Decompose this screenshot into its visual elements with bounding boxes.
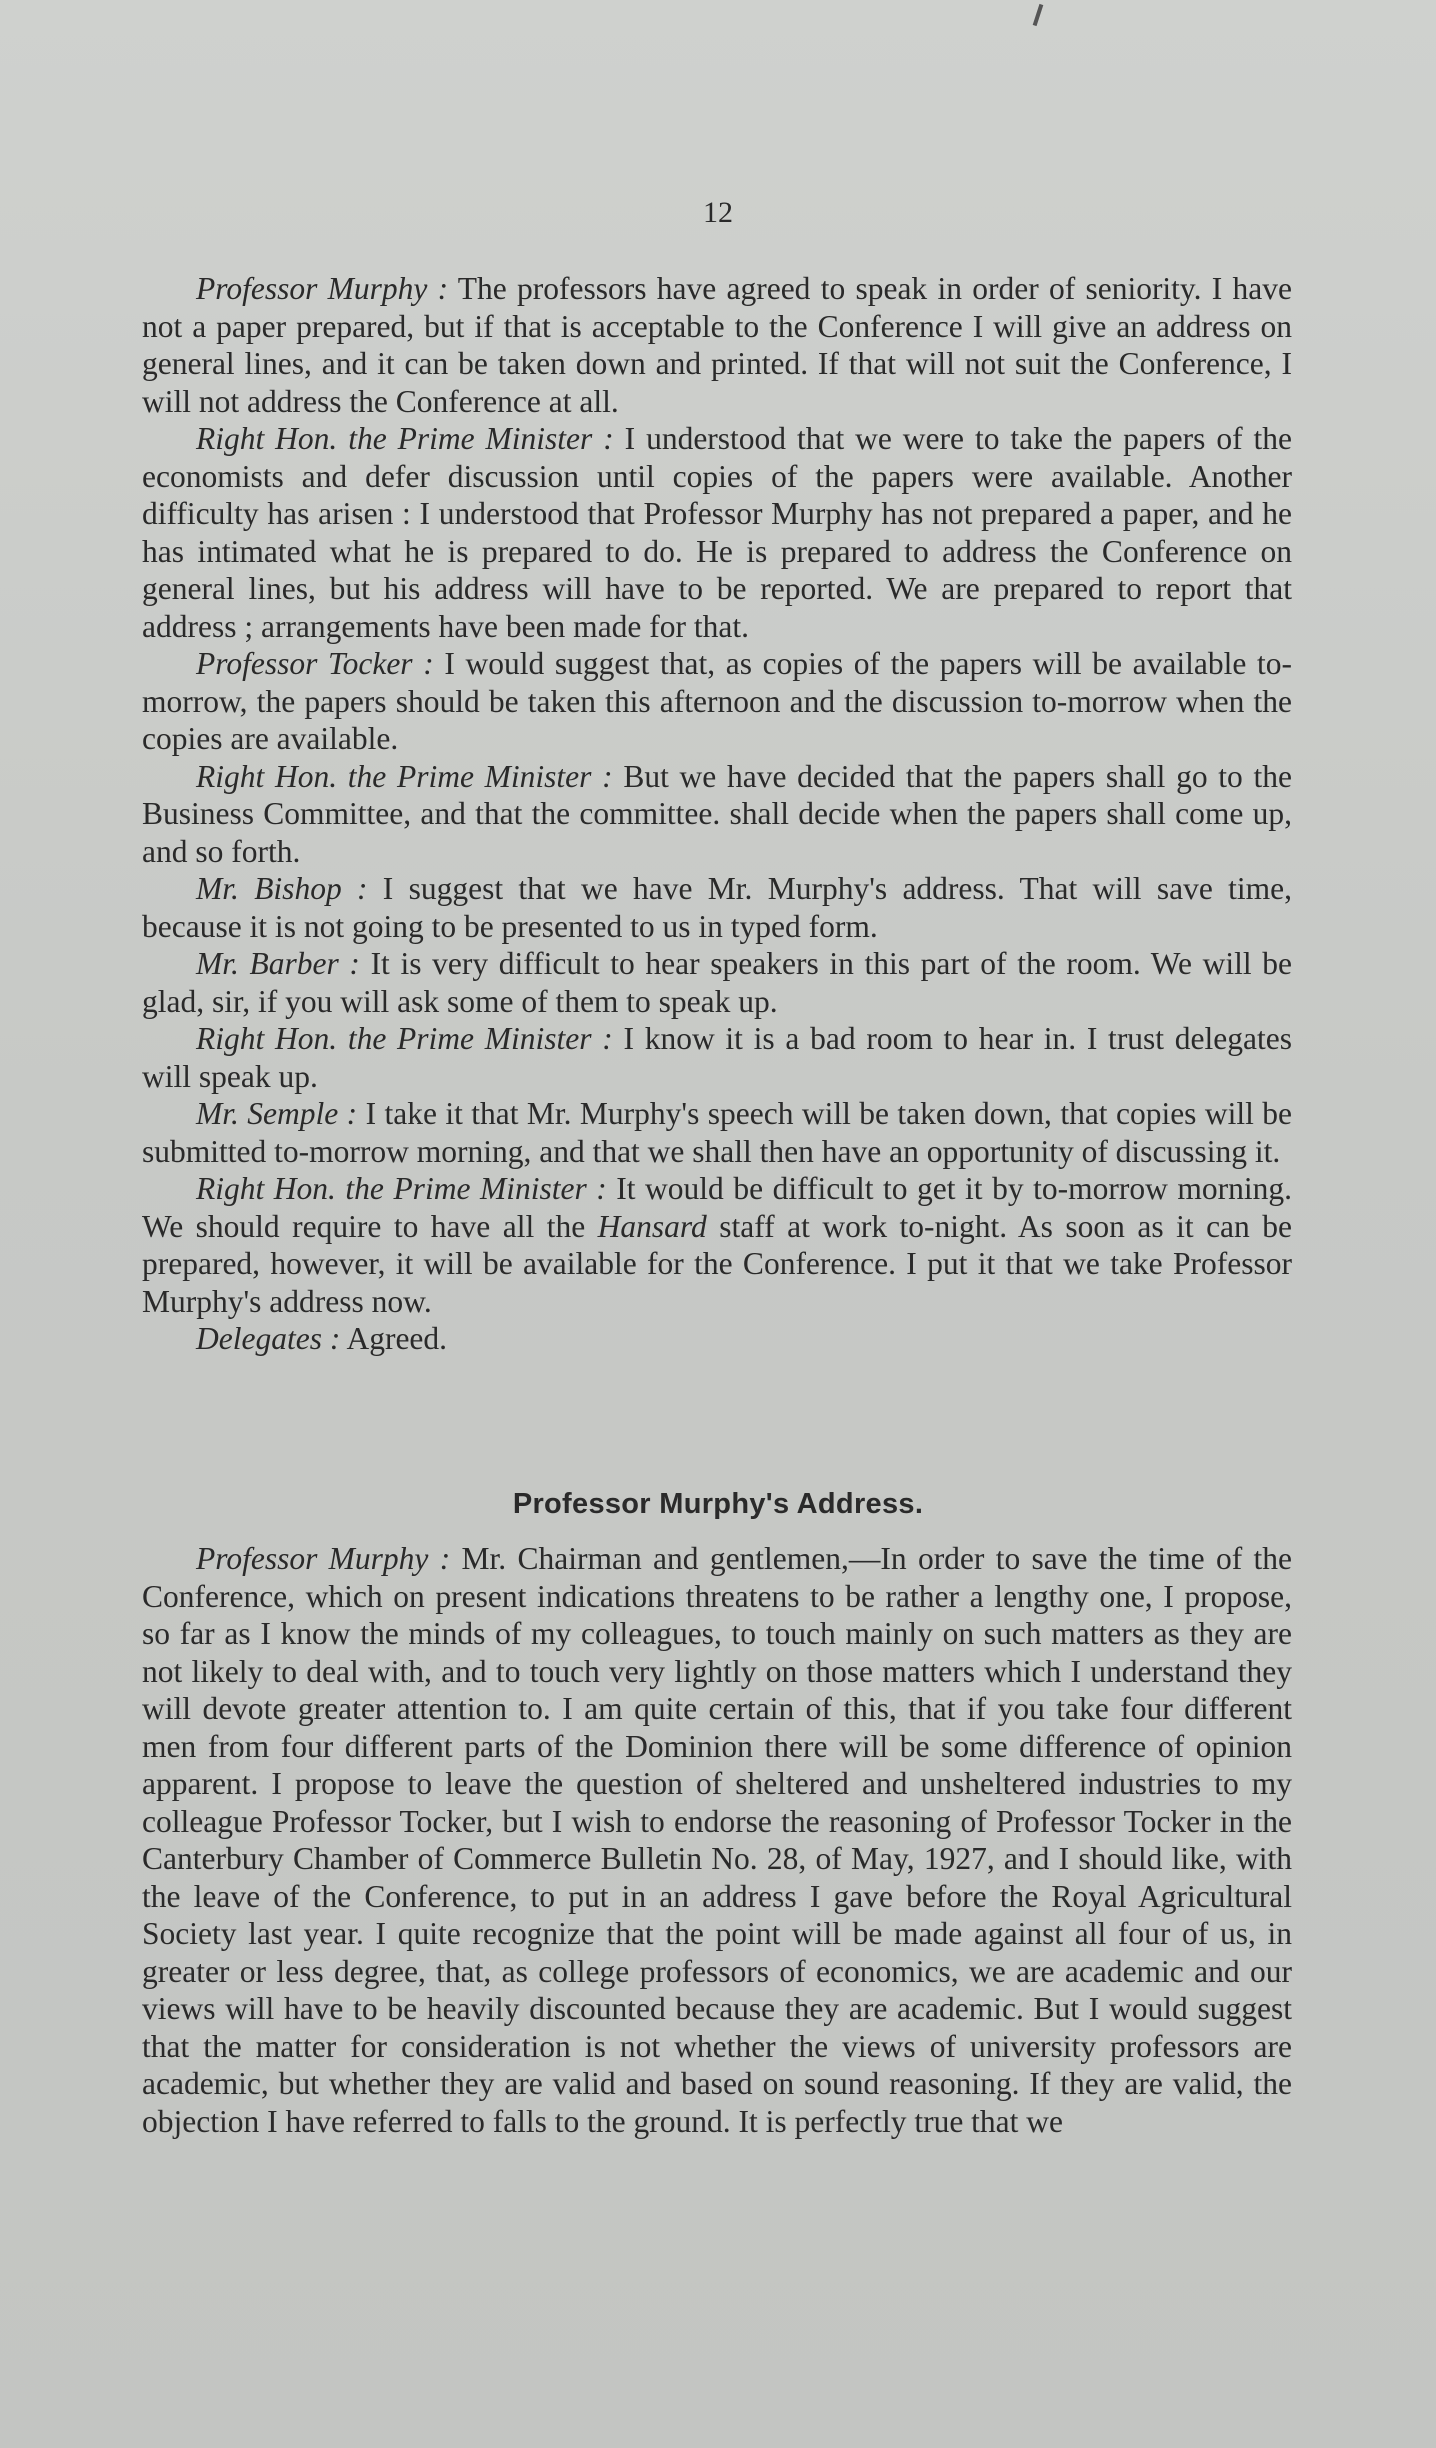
paragraph xyxy=(142,1020,1292,1095)
speaker-name: Right Hon. the Prime Minister : xyxy=(196,421,614,456)
paragraph-text: I take it that Mr. Murphy's speech will be taken down, that copies will be submitted to-morrow morning, and that we shall then have an opportunity of discussing it. xyxy=(142,1096,1292,1169)
paragraph-text: I suggest that we have Mr. Murphy's address. That will save time, because it is not going to be presented to us in typed form. xyxy=(142,871,1293,944)
speaker-name: Professor Tocker : xyxy=(196,646,434,681)
paragraph xyxy=(142,1320,1292,1358)
paragraph xyxy=(142,270,1292,420)
speaker-name: Right Hon. the Prime Minister : xyxy=(196,758,613,794)
paragraph-text: I understood that we were to take the papers of the economists and defer discussion until copies of the papers were available. Another difficulty has arisen : I understood that Professor Murphy has not prepared a paper, and he has intimated what he is prepared to do. He is prepared to address the Conference on general lines, but his address will have to be reported. We are prepared to report that address ; arrangements have been made for that. xyxy=(142,421,1292,644)
paragraph-text: I would suggest that, as copies of the papers will be available to-morrow, the papers should be taken this afternoon and the discussion to-morrow when the copies are available. xyxy=(142,646,1292,756)
paragraph-text: The professors have agreed to speak in order of seniority. I have not a paper prepared, but if that is acceptable to the Conference I will give an address on general lines, and it can be taken down and printed. If that will not suit the Conference, I will not address the Conference at all. xyxy=(142,271,1292,419)
page-number: 12 xyxy=(703,196,733,229)
paragraph xyxy=(142,1540,1292,2140)
speaker-name: Professor Murphy : xyxy=(196,271,449,306)
hansard-title: Hansard xyxy=(597,1208,707,1244)
speaker-name: Right Hon. the Prime Minister : xyxy=(196,1171,607,1206)
paragraph xyxy=(142,420,1292,645)
paragraph-text: It would be difficult to get it by to-morrow morning. We should require to have all the xyxy=(142,1171,1292,1244)
paragraph-text: It is very difficult to hear speakers in this part of the room. We will be glad, sir, if you will ask some of them to speak up. xyxy=(142,946,1292,1019)
speaker-name: Mr. Bishop : xyxy=(196,871,368,906)
speaker-name: Delegates : xyxy=(196,1321,341,1356)
paragraph-text: I know it is a bad room to hear in. I trust delegates will speak up. xyxy=(142,1021,1292,1094)
paragraph xyxy=(142,945,1292,1020)
paragraph-text: But we have decided that the papers shall go to the Business Committee, and that the committee. shall decide when the papers shall come up, and so forth. xyxy=(142,758,1292,869)
speaker-name: Mr. Barber : xyxy=(196,946,360,981)
address-section xyxy=(142,1540,1292,2140)
speaker-name: Professor Murphy : xyxy=(196,1541,451,1576)
paragraph-text: Agreed. xyxy=(340,1321,448,1356)
pen-mark xyxy=(1033,4,1044,26)
paragraph xyxy=(142,758,1292,871)
speaker-name: Right Hon. the Prime Minister : xyxy=(196,1021,613,1056)
transcript-section xyxy=(142,270,1292,1358)
paragraph-text: staff at work to-night. As soon as it can be prepared, however, it will be available for the Conference. I put it that we take Professor Murphy's address now. xyxy=(142,1208,1292,1319)
paragraph xyxy=(142,1095,1292,1170)
speaker-name: Mr. Semple : xyxy=(196,1096,358,1131)
paragraph-text: Mr. Chairman and gentlemen,—In order to save the time of the Conference, which on present indications threatens to be rather a lengthy one, I propose, so far as I know the minds of my colleagues, to touch mainly on such matters as they are not likely to deal with, and to touch very lightly on those matters which I understand they will devote greater attention to. I am quite certain of this, that if you take four different men from four different parts of the Dominion there will be some difference of opinion apparent. I propose to leave the question of sheltered and unsheltered industries to my colleague Professor Tocker, but I wish to endorse the reasoning of Professor Tocker in the Canterbury Chamber of Commerce Bulletin No. 28, of May, 1927, and I should like, with the leave of the Conference, to put in an address I gave before the Royal Agricultural Society last year. I quite recognize that the point will be made against all four of us, in greater or less degree, that, as college professors of economics, we are academic and our views will have to be heavily discounted because they are academic. But I would suggest that the matter for consideration is not whether the views of university professors are academic, but whether they are valid and based on sound reasoning. If they are valid, the objection I have referred to falls to the ground. It is perfectly true that we xyxy=(142,1541,1292,2139)
section-heading: Professor Murphy's Address. xyxy=(512,1488,924,1520)
paragraph xyxy=(142,645,1292,758)
paragraph xyxy=(142,870,1292,945)
paragraph xyxy=(142,1170,1292,1320)
